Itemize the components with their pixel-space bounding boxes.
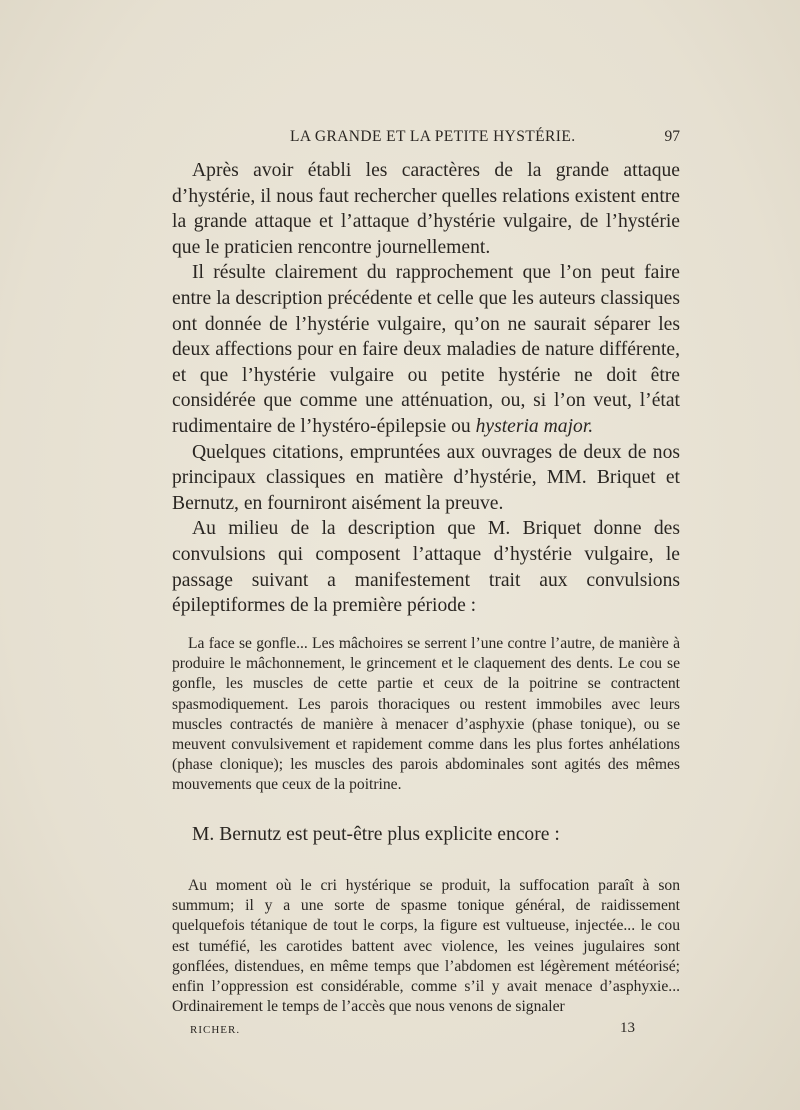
block-quote-bernutz	[172, 876, 680, 1017]
running-title: LA GRANDE ET LA PETITE HYSTÉRIE.	[290, 128, 576, 145]
paragraph-2-text: Il résulte clairement du rapprochement que l’on peut faire entre la description précédente et celle que les auteurs classiques ont donnée de l’hystérie vulgaire, qu’on ne saurait séparer les deux affections pour en faire deux maladies de nature différente, et que l’hystérie vulgaire ou petite hystérie ne doit être considérée que comme une atténuation, ou, si l’on veut, l’état rudimentaire de l’hystéro-épilepsie ou	[172, 262, 680, 437]
quote-1-text: La face se gonfle... Les mâchoires se serrent l’une contre l’autre, de manière à produire le mâchonnement, le grincement et le claquement des dents. Le cou se gonfle, les muscles de cette partie et ceux de la poitrine se contractent spasmodiquement. Les parois thoraciques ou restent immobiles avec leurs muscles contractés de manière à menacer d’asphyxie (phase tonique), ou se meuvent convulsivement et rapidement comme dans les plus fortes anhélations (phase clonique); les muscles des parois abdominales sont agités des mêmes mouvements que ceux de la poitrine.	[172, 635, 680, 794]
paragraph-2	[172, 260, 680, 439]
paragraph-1: Après avoir établi les caractères de la grande attaque d’hystérie, il nous faut rechercher quelles relations existent entre la grande attaque et l’attaque d’hystérie vulgaire, de l’hystérie que le praticien rencontre journellement.	[172, 160, 680, 258]
block-quote-briquet	[172, 634, 680, 796]
bernutz-intro	[172, 822, 680, 848]
paragraph-4: Au milieu de la description que M. Briquet donne des convulsions qui composent l’attaque d’hystérie vulgaire, le passage suivant a manifestement trait aux convulsions épileptiformes de la première période :	[172, 518, 680, 617]
main-text	[172, 158, 680, 619]
page-header	[172, 128, 680, 152]
sheet-number: 13	[620, 1020, 635, 1036]
signature-mark: RICHER.	[190, 1024, 241, 1036]
mid-paragraph: M. Bernutz est peut-être plus explicite encore :	[192, 824, 560, 845]
italic-term: hysteria major.	[475, 415, 594, 437]
paragraph-3: Quelques citations, empruntées aux ouvrages de deux de nos principaux classiques en matière d’hystérie, MM. Briquet et Bernutz, en fourniront aisément la preuve.	[172, 441, 680, 514]
page-number: 97	[664, 128, 680, 145]
page-footer	[190, 1020, 660, 1042]
quote-2-text: Au moment où le cri hystérique se produit, la suffocation paraît à son summum; il y a une sorte de spasme tonique général, de raidissement quelquefois tétanique de tout le corps, la figure est vultueuse, injectée... le cou est tuméfié, les carotides battent avec violence, les veines jugulaires sont gonflées, distendues, en même temps que l’abdomen est légèrement météorisé; enfin l’oppression est considérable, comme s’il y avait menace d’asphyxie... Ordinairement le temps de l’accès que nous venons de signaler	[172, 877, 680, 1016]
